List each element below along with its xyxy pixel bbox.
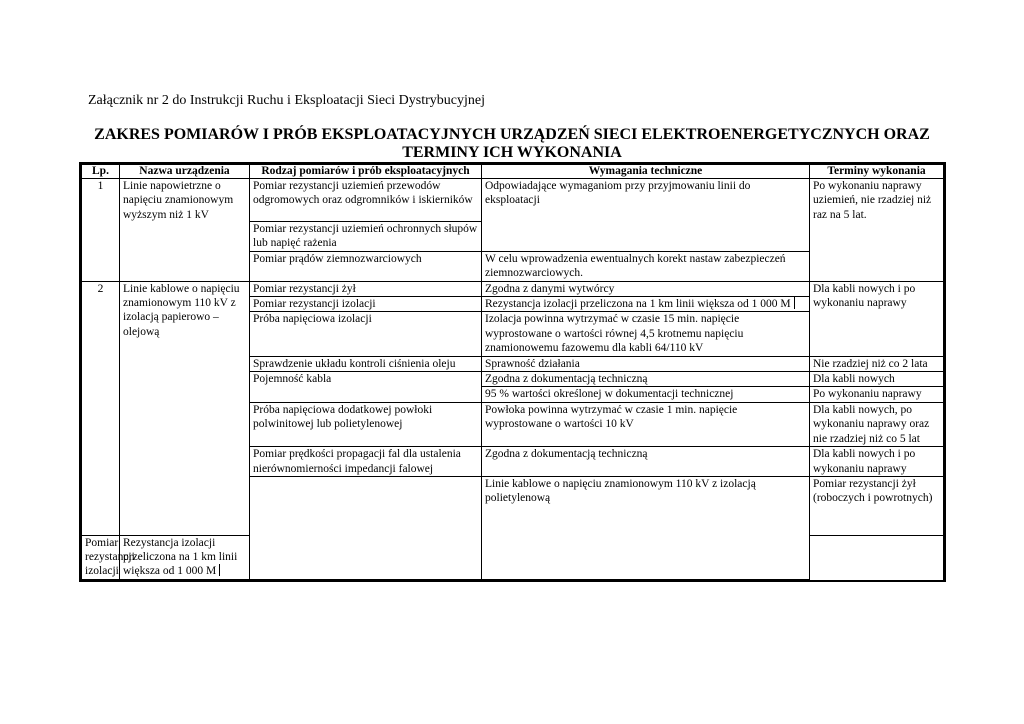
measurement-cell: Pomiar rezystancji uziemień ochronnych słupów lub napięć rażenia — [250, 222, 482, 252]
requirement-text: Rezystancja izolacji przeliczona na 1 km linii większa od 1 000 M — [123, 536, 238, 578]
text-cursor-icon — [794, 297, 795, 309]
requirement-text: Rezystancja izolacji przeliczona na 1 km linii większa od 1 000 M — [485, 298, 791, 311]
requirement-cell: Zgodna z danymi wytwórcy — [482, 281, 810, 296]
measurement-cell: Pomiar rezystancji izolacji — [250, 297, 482, 312]
attachment-line: Załącznik nr 2 do Instrukcji Ruchu i Eksploatacji Sieci Dystrybucyjnej — [88, 93, 485, 108]
requirement-cell: W celu wprowadzenia ewentualnych korekt nastaw zabezpieczeń ziemnozwarciowych. — [482, 251, 810, 281]
header-measurement: Rodzaj pomiarów i prób eksploatacyjnych — [250, 165, 482, 179]
measurements-table — [81, 164, 944, 580]
row-lp: 1 — [82, 179, 120, 282]
measurement-cell: Sprawdzenie układu kontroli ciśnienia oleju — [250, 356, 482, 371]
measurement-cell: Pojemność kabla — [250, 372, 482, 403]
header-lp: Lp. — [82, 165, 120, 179]
table-row — [82, 281, 944, 296]
device-name: Linie napowietrzne o napięciu znamionowym wyższym niż 1 kV — [120, 179, 250, 282]
deadline-cell: Dla kabli nowych — [810, 372, 944, 387]
measurement-cell: Pomiar rezystancji uziemień przewodów odgromowych oraz odgromników i iskierników — [250, 179, 482, 222]
header-requirements: Wymagania techniczne — [482, 165, 810, 179]
requirement-cell — [482, 297, 810, 312]
text-cursor-icon — [219, 564, 220, 576]
device-name: Linie kablowe o napięciu znamionowym 110 kV z izolacją polietylenową — [482, 476, 810, 579]
measurement-cell: Pomiar rezystancji żył — [250, 281, 482, 296]
deadline-cell: Nie rzadziej niż co 2 lata — [810, 356, 944, 371]
device-name: Linie kablowe o napięciu znamionowym 110 kV z izolacją papierowo – olejową — [120, 281, 250, 535]
requirement-cell: Zgodna z dokumentacją techniczną — [482, 447, 810, 477]
requirement-cell: Zgodna z dokumentacją techniczną — [482, 372, 810, 387]
deadline-cell: Dla kabli nowych, po wykonaniu naprawy oraz nie rzadziej niż co 5 lat — [810, 402, 944, 446]
requirement-cell: 95 % wartości określonej w dokumentacji technicznej — [482, 387, 810, 402]
row-lp — [250, 476, 482, 579]
measurement-cell: Pomiar rezystancji izolacji — [82, 535, 120, 579]
measurement-cell: Pomiar prędkości propagacji fal dla ustalenia nierównomierności impedancji falowej — [250, 447, 482, 477]
document-title — [82, 126, 942, 162]
header-device: Nazwa urządzenia — [120, 165, 250, 179]
deadline-cell: Dla kabli nowych i po wykonaniu naprawy — [810, 447, 944, 477]
requirement-cell: Sprawność działania — [482, 356, 810, 371]
requirement-cell: Powłoka powinna wytrzymać w czasie 1 min. napięcie wyprostowane o wartości 10 kV — [482, 402, 810, 446]
deadline-cell: Po wykonaniu naprawy uziemień, nie rzadziej niż raz na 5 lat. — [810, 179, 944, 282]
measurement-cell: Pomiar rezystancji żył (roboczych i powrotnych) — [810, 476, 944, 535]
deadline-cell: Dla kabli nowych i po wykonaniu naprawy — [810, 281, 944, 356]
requirement-cell: Odpowiadające wymaganiom przy przyjmowaniu linii do eksploatacji — [482, 179, 810, 252]
deadline-cell: Po wykonaniu naprawy — [810, 387, 944, 402]
header-deadlines: Terminy wykonania — [810, 165, 944, 179]
measurement-cell: Próba napięciowa dodatkowej powłoki polwinitowej lub polietylenowej — [250, 402, 482, 446]
requirement-cell: Izolacja powinna wytrzymać w czasie 15 min. napięcie wyprostowane o wartości równej 4,5 krotnemu napięciu znamionowemu fazowemu dla kabli 64/110 kV — [482, 312, 810, 356]
row-lp: 2 — [82, 281, 120, 535]
table-row — [82, 179, 944, 222]
measurement-cell: Próba napięciowa izolacji — [250, 312, 482, 356]
title-line-2: TERMINY ICH WYKONANIA — [402, 144, 622, 161]
measurement-cell: Pomiar prądów ziemnozwarciowych — [250, 251, 482, 281]
title-line-1: ZAKRES POMIARÓW I PRÓB EKSPLOATACYJNYCH URZĄDZEŃ SIECI ELEKTROENERGETYCZNYCH ORAZ — [94, 126, 930, 143]
table-header-row — [82, 165, 944, 179]
requirement-cell — [120, 535, 250, 579]
